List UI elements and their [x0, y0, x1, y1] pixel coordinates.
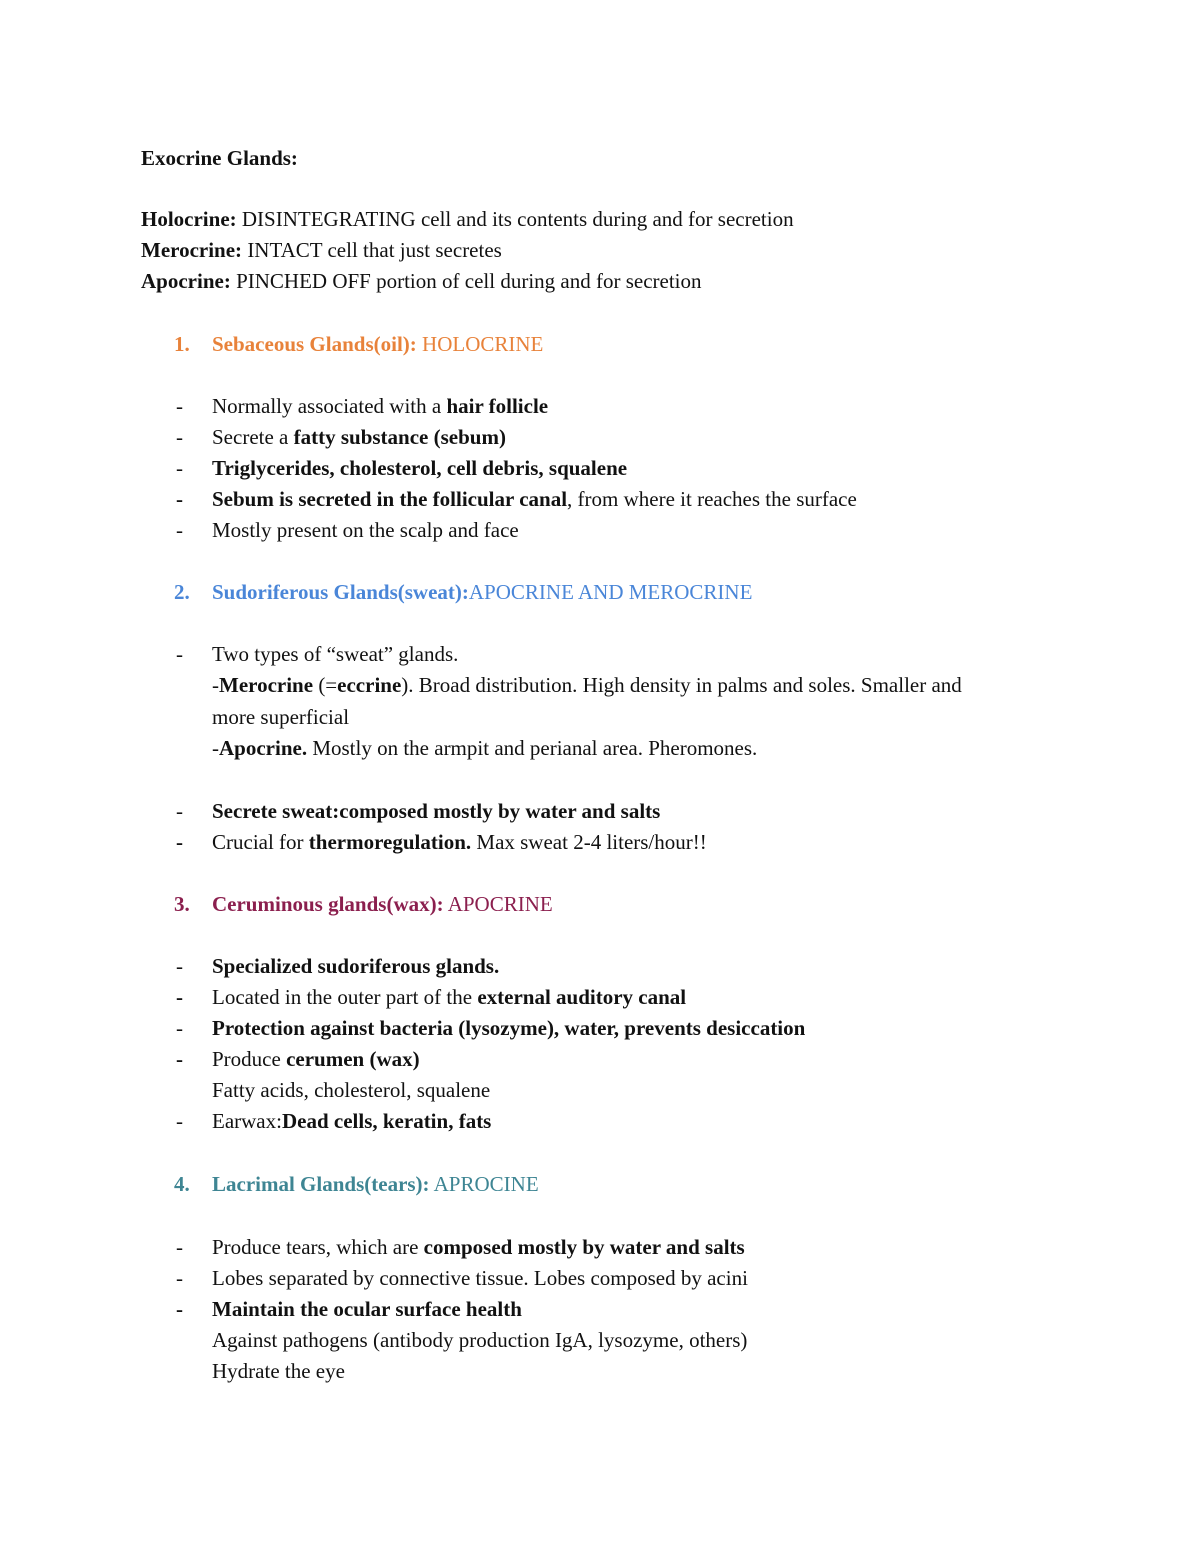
- section-type: APOCRINE AND MEROCRINE: [468, 580, 753, 604]
- item-bold: thermoregulation.: [308, 830, 472, 854]
- item-bold: cerumen (wax): [286, 1047, 420, 1071]
- item-bold: Dead cells, keratin, fats: [281, 1109, 492, 1133]
- list-item: [212, 486, 857, 512]
- item-bold: Triglycerides, cholesterol, cell debris, squalene: [212, 456, 628, 480]
- section-heading-sebaceous: [212, 331, 543, 357]
- list-item: [212, 1234, 745, 1260]
- section-name: Lacrimal Glands(tears):: [212, 1172, 430, 1196]
- definition-term: Holocrine:: [141, 207, 237, 231]
- list-item: [212, 984, 686, 1010]
- section-type: APOCRINE: [443, 892, 553, 916]
- section-name: Sudoriferous Glands(sweat):: [212, 580, 469, 604]
- item-text: Secrete a: [212, 425, 294, 449]
- sub-item-apocrine: [212, 735, 757, 761]
- item-text: Mostly on the armpit and perianal area. Pheromones.: [307, 736, 758, 760]
- item-text: Produce tears, which are: [212, 1235, 424, 1259]
- bullet-dash: -: [176, 394, 183, 418]
- list-item: [212, 393, 548, 419]
- bullet-dash: -: [176, 830, 183, 854]
- section-heading-ceruminous: [212, 891, 553, 917]
- sub-item-continuation: more superficial: [212, 705, 350, 729]
- item-text: Produce: [212, 1047, 287, 1071]
- item-text: , from where it reaches the surface: [567, 487, 857, 511]
- section-number-lacrimal: 4.: [174, 1172, 190, 1196]
- bullet-dash: -: [176, 1109, 183, 1133]
- item-bold: Protection against bacteria (lysozyme), water, prevents desiccation: [212, 1016, 806, 1040]
- list-item: [212, 455, 627, 481]
- bullet-dash: -: [176, 425, 183, 449]
- definition-text: INTACT cell that just secretes: [242, 238, 502, 262]
- item-text: -: [212, 736, 219, 760]
- bullet-dash: -: [176, 642, 183, 666]
- item-bold: Secrete sweat:composed mostly by water and salts: [212, 799, 661, 823]
- bullet-dash: -: [176, 518, 183, 542]
- item-bold: Maintain the ocular surface health: [212, 1297, 522, 1321]
- section-name: Sebaceous Glands(oil):: [212, 332, 417, 356]
- list-item: [212, 1108, 491, 1134]
- bullet-dash: -: [176, 1235, 183, 1259]
- definition-apocrine: [141, 268, 702, 294]
- definition-holocrine: [141, 206, 794, 232]
- item-bold: Merocrine: [219, 673, 314, 697]
- section-number-ceruminous: 3.: [174, 892, 190, 916]
- item-text: Crucial for: [212, 830, 309, 854]
- definition-merocrine: [141, 237, 502, 263]
- section-number-sebaceous: 1.: [174, 332, 190, 356]
- section-type: APROCINE: [429, 1172, 539, 1196]
- bullet-dash: -: [176, 799, 183, 823]
- definition-term: Apocrine:: [141, 269, 231, 293]
- definition-term: Merocrine:: [141, 238, 243, 262]
- item-bold: eccrine: [337, 673, 402, 697]
- item-text: Normally associated with a: [212, 394, 447, 418]
- definition-text: DISINTEGRATING cell and its contents during and for secretion: [236, 207, 794, 231]
- bullet-dash: -: [176, 985, 183, 1009]
- item-text: Max sweat 2-4 liters/hour!!: [471, 830, 707, 854]
- list-item: [212, 953, 499, 979]
- item-bold: external auditory canal: [477, 985, 687, 1009]
- item-continuation: Hydrate the eye: [212, 1359, 345, 1383]
- item-text: Located in the outer part of the: [212, 985, 478, 1009]
- item-bold: hair follicle: [446, 394, 549, 418]
- list-item: [212, 1046, 420, 1072]
- item-bold: Specialized sudoriferous glands.: [212, 954, 500, 978]
- section-heading-lacrimal: [212, 1171, 539, 1197]
- list-item: Two types of “sweat” glands.: [212, 642, 459, 666]
- list-item: [212, 1296, 522, 1322]
- bullet-dash: -: [176, 954, 183, 978]
- bullet-dash: -: [176, 1297, 183, 1321]
- list-item: [212, 517, 519, 543]
- section-number-sudoriferous: 2.: [174, 580, 190, 604]
- sub-item-merocrine: [212, 672, 962, 698]
- section-heading-sudoriferous: [212, 579, 752, 605]
- item-text: ). Broad distribution. High density in palms and soles. Smaller and: [401, 673, 962, 697]
- list-item: [212, 1015, 805, 1041]
- section-type: HOLOCRINE: [416, 332, 544, 356]
- item-continuation: Against pathogens (antibody production IgA, lysozyme, others): [212, 1328, 748, 1352]
- item-bold: Sebum is secreted in the follicular canal: [212, 487, 568, 511]
- item-text: Mostly present on the scalp and face: [212, 518, 519, 542]
- item-bold: composed mostly by water and salts: [423, 1235, 745, 1259]
- item-text: Lobes separated by connective tissue. Lobes composed by acini: [212, 1266, 748, 1290]
- bullet-dash: -: [176, 1266, 183, 1290]
- bullet-dash: -: [176, 1016, 183, 1040]
- bullet-dash: -: [176, 487, 183, 511]
- item-text: (=: [313, 673, 338, 697]
- bullet-dash: -: [176, 456, 183, 480]
- list-item: [212, 829, 707, 855]
- item-text: -: [212, 673, 219, 697]
- list-item: [212, 1265, 748, 1291]
- list-item: [212, 798, 660, 824]
- definition-text: PINCHED OFF portion of cell during and for secretion: [230, 269, 702, 293]
- bullet-dash: -: [176, 1047, 183, 1071]
- list-item: [212, 424, 506, 450]
- document-title: Exocrine Glands:: [141, 146, 298, 170]
- section-name: Ceruminous glands(wax):: [212, 892, 444, 916]
- item-text: Earwax:: [212, 1109, 282, 1133]
- item-bold: fatty substance (sebum): [293, 425, 506, 449]
- item-bold: Apocrine.: [219, 736, 308, 760]
- item-continuation: Fatty acids, cholesterol, squalene: [212, 1078, 491, 1102]
